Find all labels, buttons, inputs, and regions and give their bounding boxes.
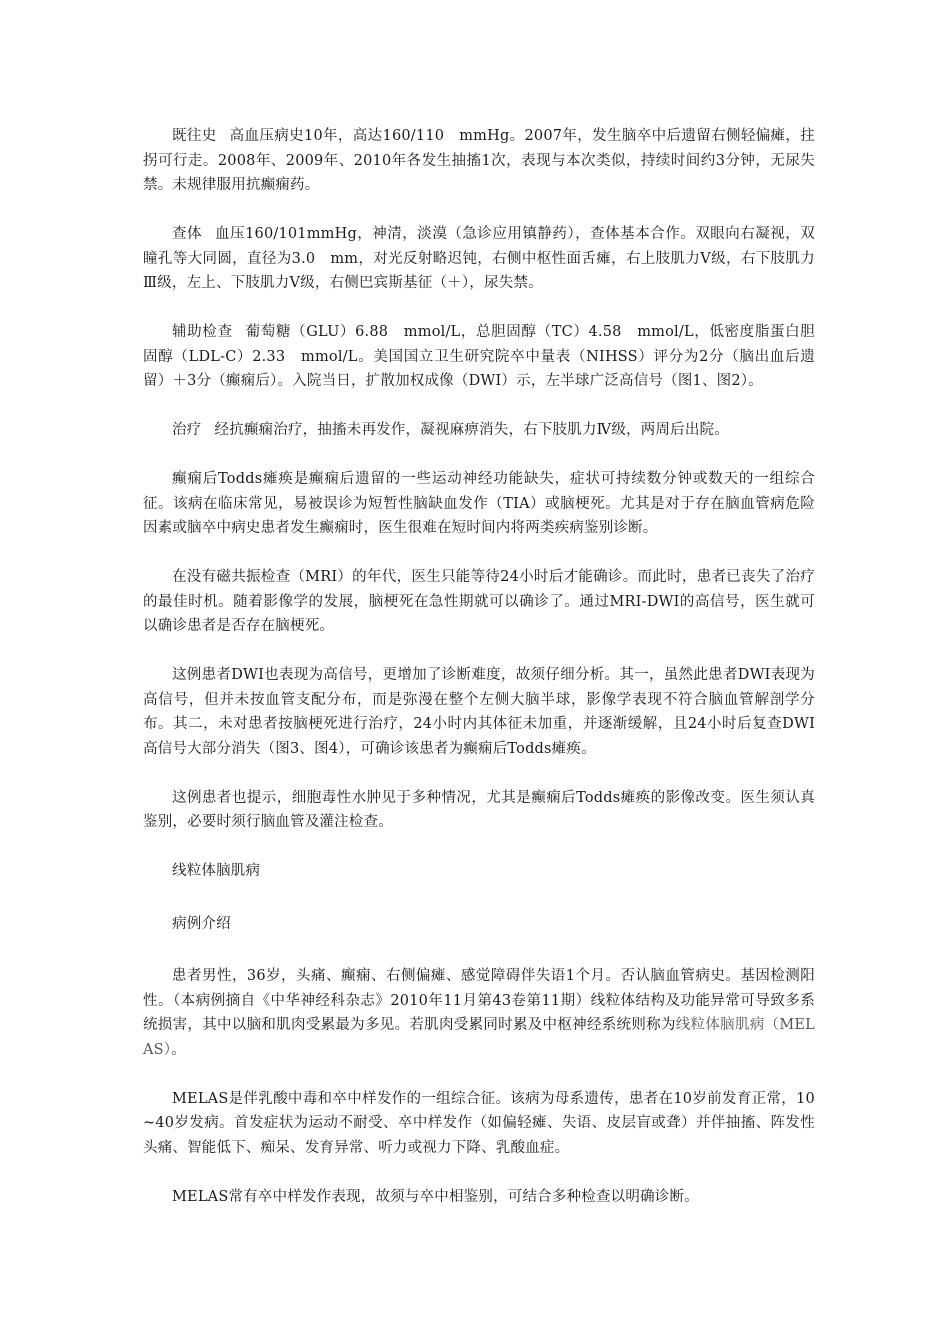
section-heading-case-intro: 病例介绍 — [172, 915, 231, 932]
paragraph-case-lesson: 这例患者也提示，细胞毒性水肿见于多种情况，尤其是癫痫后Todds瘫痪的影像改变。医生须认真鉴别，必要时须行脑血管及灌注检查。 — [143, 789, 815, 830]
paragraph-aux-exam — [143, 320, 815, 394]
document-body — [143, 124, 815, 1234]
section-label-exam: 查体 — [172, 226, 203, 242]
treatment-text: 经抗癫痫治疗，抽搐未再发作，凝视麻痹消失，右下肢肌力Ⅳ级，两周后出院。 — [214, 422, 729, 438]
section-heading-melas: 线粒体脑肌病 — [172, 863, 261, 879]
section-label-treatment: 治疗 — [172, 422, 202, 438]
paragraph-mri-history: 在没有磁共振检查（MRI）的年代，医生只能等待24小时后才能确诊。而此时，患者已丧失了治疗的最佳时机。随着影像学的发展，脑梗死在急性期就可以确诊了。通过MRI-DWI的高信号，医生就可以确诊患者是否存在脑梗死。 — [143, 569, 815, 634]
paragraph-todds-intro: 癫痫后Todds瘫痪是癫痫后遗留的一些运动神经功能缺失，症状可持续数分钟或数天的一组综合征。该病在临床常见，易被误诊为短暂性脑缺血发作（TIA）或脑梗死。尤其是对于存在脑血管病危险因素或脑卒中病史患者发生癫痫时，医生很难在短时间内将两类疾病鉴别诊断。 — [143, 471, 815, 536]
exam-text: 血压160/101mmHg，神清，淡漠（急诊应用镇静药），查体基本合作。双眼向右凝视，双瞳孔等大同圆，直径为3.0 mm，对光反射略迟钝，右侧中枢性面舌瘫，右上肢肌力Ⅴ级，右下肢肌力Ⅲ级，左上、下肢肌力Ⅴ级，右侧巴宾斯基征（＋），尿失禁。 — [143, 226, 815, 291]
paragraph-melas-diagnosis: MELAS常有卒中样发作表现，故须与卒中相鉴别，可结合多种检查以明确诊断。 — [172, 1188, 699, 1205]
paragraph-melas-case — [143, 964, 815, 1062]
melas-case-end: 。 — [171, 1041, 186, 1058]
paragraph-case-analysis: 这例患者DWI也表现为高信号，更增加了诊断难度，故须仔细分析。其一，虽然此患者DWI表现为高信号，但并未按血管支配分布，而是弥漫在整个左侧大脑半球，影像学表现不符合脑血管解剖学分布。其二，未对患者按脑梗死进行治疗，24小时内其体征未加重，并逐渐缓解，且24小时后复查DWI高信号大部分消失（图3、图4），可确诊该患者为癫痫后Todds瘫痪。 — [143, 667, 815, 757]
section-label-history: 既往史 — [172, 128, 217, 144]
paragraph-exam — [143, 222, 815, 296]
melas-link[interactable]: 线粒体脑肌病（MELAS） — [143, 1017, 815, 1058]
melas-case-text: 患者男性，36岁，头痛、癫痫、右侧偏瘫、感觉障碍伴失语1个月。否认脑血管病史。基因检测阳性。（本病例摘自《中华神经科杂志》2010年11月第43卷第11期）线粒体结构及功能异常可导致多系统损害，其中以脑和肌肉受累最为多见。若肌肉受累同时累及中枢神经系统则称为 — [143, 968, 815, 1033]
section-label-aux-exam: 辅助检查 — [172, 324, 233, 340]
paragraph-treatment — [143, 418, 815, 443]
paragraph-history — [143, 124, 815, 198]
history-text: 高血压病史10年，高达160/110 mmHg。2007年，发生脑卒中后遗留右侧轻偏瘫，拄拐可行走。2008年、2009年、2010年各发生抽搐1次，表现与本次类似，持续时间约3分钟，无尿失禁。未规律服用抗癫痫药。 — [143, 128, 815, 193]
aux-exam-text: 葡萄糖（GLU）6.88 mmol/L，总胆固醇（TC）4.58 mmol/L，低密度脂蛋白胆固醇（LDL-C）2.33 mmol/L。美国国立卫生研究院卒中量表（NIHSS）评分为2分（脑出血后遗留）＋3分（癫痫后）。入院当日，扩散加权成像（DWI）示，左半球广泛高信号（图1、图2）。 — [143, 324, 815, 389]
paragraph-melas-description: MELAS是伴乳酸中毒和卒中样发作的一组综合征。该病为母系遗传，患者在10岁前发育正常，10~40岁发病。首发症状为运动不耐受、卒中样发作（如偏轻瘫、失语、皮层盲或聋）并伴抽搐、阵发性头痛、智能低下、痴呆、发育异常、听力或视力下降、乳酸血症。 — [143, 1090, 815, 1156]
